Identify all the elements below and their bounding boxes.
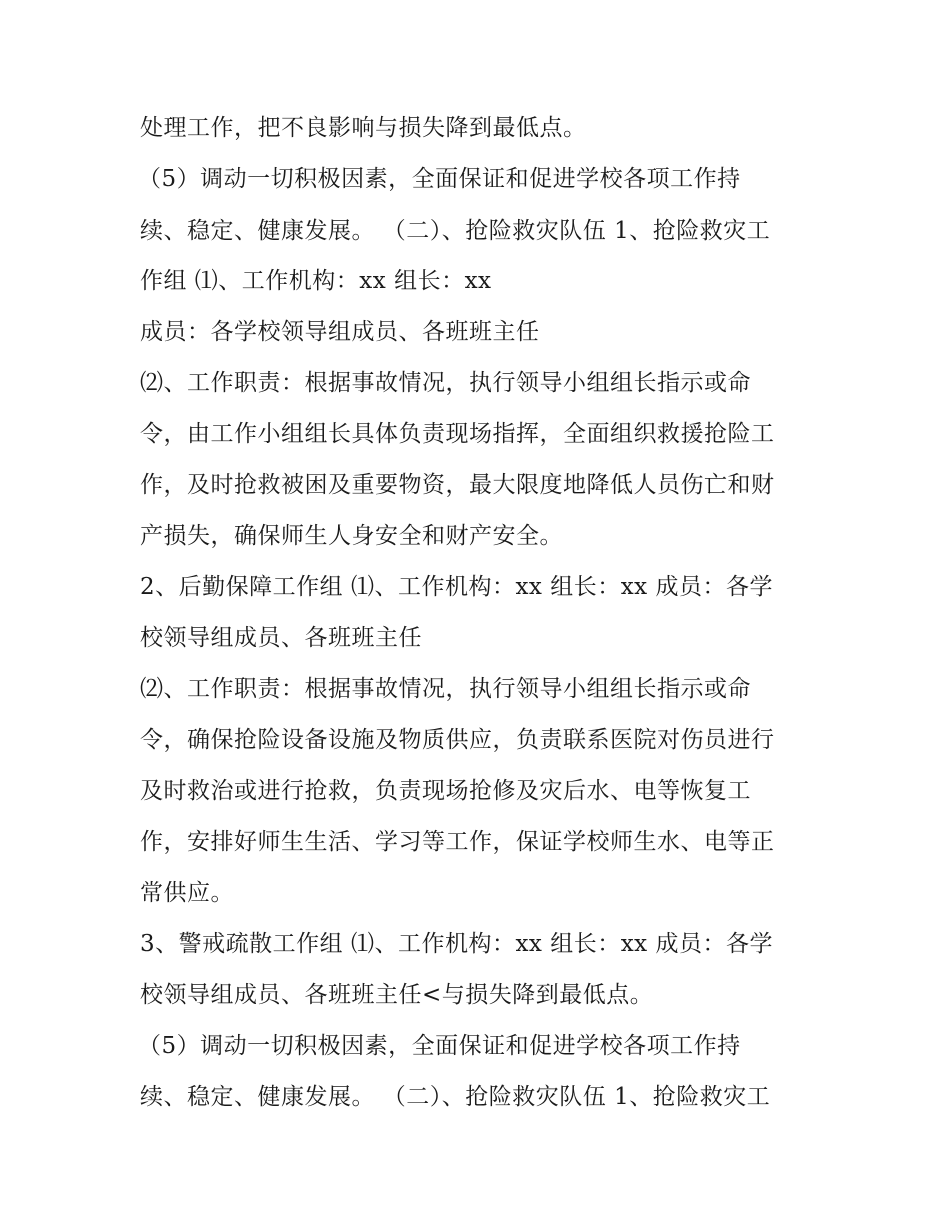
text-line: 校领导组成员、各班班主任: [140, 625, 422, 651]
text-line: （5）调动一切积极因素，全面保证和促进学校各项工作持: [138, 1033, 741, 1059]
text-line: 处理工作，把不良影响与损失降到最低点。: [140, 115, 587, 141]
text-line: 作，安排好师生生活、学习等工作，保证学校师生水、电等正: [140, 829, 775, 855]
text-line: ⑵、工作职责：根据事故情况，执行领导小组组长指示或命: [140, 676, 751, 702]
text-line: 作组 ⑴、工作机构：xx 组长：xx: [140, 268, 492, 294]
text-line: 3、警戒疏散工作组 ⑴、工作机构：xx 组长：xx 成员：各学: [140, 931, 773, 957]
text-line: 令，由工作小组组长具体负责现场指挥，全面组织救援抢险工: [140, 421, 775, 447]
text-line: 及时救治或进行抢救，负责现场抢修及灾后水、电等恢复工: [140, 778, 751, 804]
text-line: 令，确保抢险设备设施及物质供应，负责联系医院对伤员进行: [140, 727, 775, 753]
text-line: 成员：各学校领导组成员、各班班主任: [140, 319, 540, 345]
text-line: 续、稳定、健康发展。 （二）、抢险救灾队伍 1、抢险救灾工: [140, 218, 771, 244]
text-line: 续、稳定、健康发展。 （二）、抢险救灾队伍 1、抢险救灾工: [140, 1084, 771, 1110]
text-line: ⑵、工作职责：根据事故情况，执行领导小组组长指示或命: [140, 370, 751, 396]
text-line: 产损失，确保师生人身安全和财产安全。: [140, 523, 563, 549]
text-line: （5）调动一切积极因素，全面保证和促进学校各项工作持: [138, 166, 741, 192]
text-line: 作，及时抢救被困及重要物资，最大限度地降低人员伤亡和财: [140, 472, 775, 498]
text-line: 2、后勤保障工作组 ⑴、工作机构：xx 组长：xx 成员：各学: [140, 574, 773, 600]
text-line: 常供应。: [140, 880, 234, 906]
text-line: 校领导组成员、各班班主任<与损失降到最低点。: [140, 982, 654, 1008]
